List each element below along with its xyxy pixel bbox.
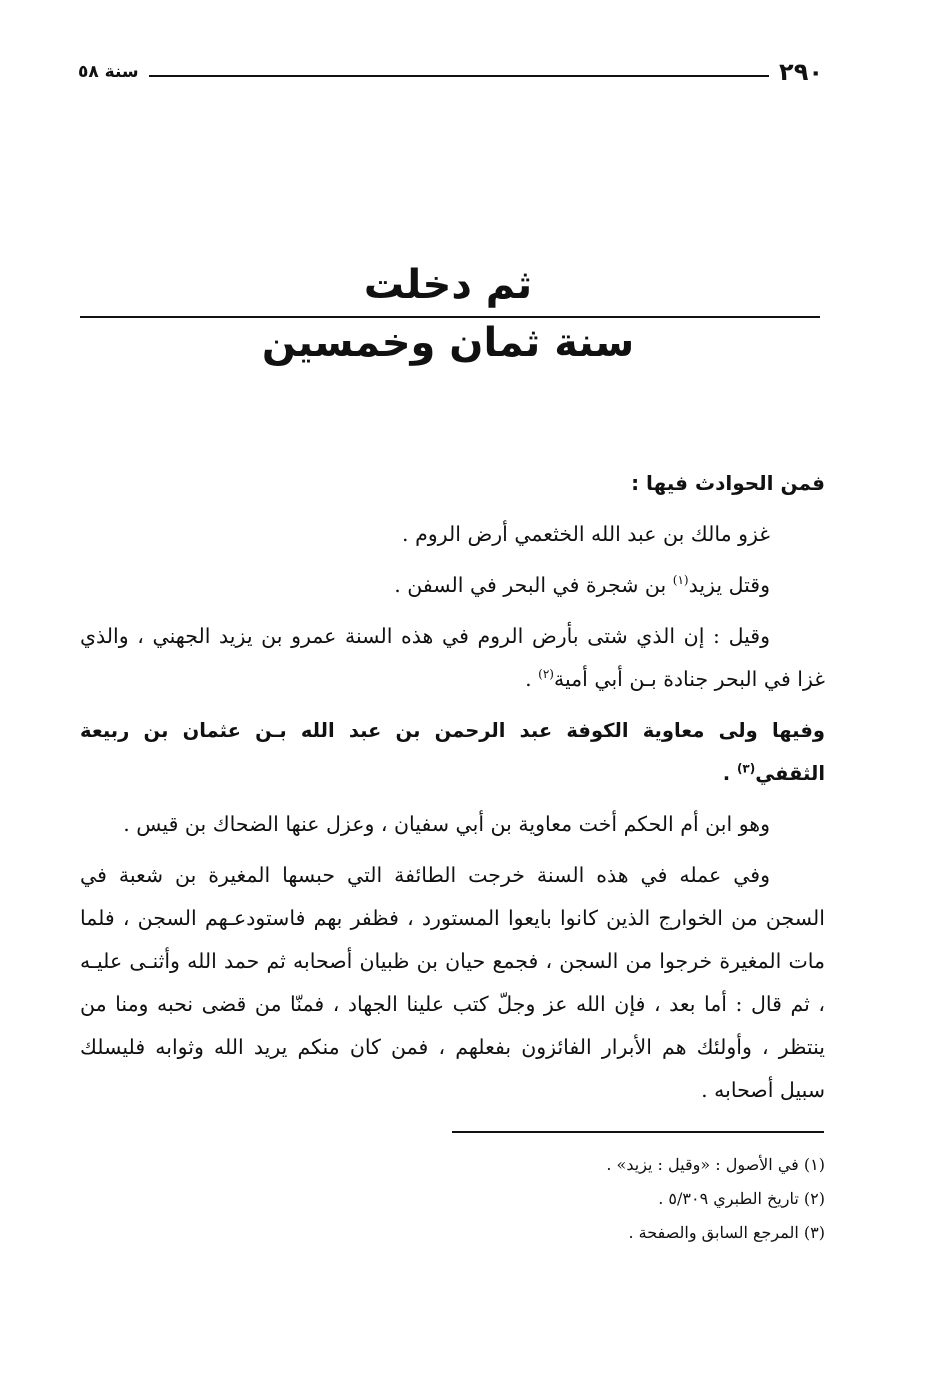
paragraph-2-text-b: بن شجرة في البحر في السفن . <box>394 573 673 597</box>
page-number: ٢٩٠ <box>779 58 823 86</box>
chapter-title-line1: ثم دخلت <box>363 262 533 308</box>
paragraph-6: وفي عمله في هذه السنة خرجت الطائفة التي حبسها المغيرة بن شعبة في السجن من الخوارج الذين كانوا بايعوا المستورد ، فظفر بهم فاستودعـهم السجن ، فلما مات المغيرة خرجوا من السجن ، فجمع حيان بن ظبيان أصحابه ثم حمد الله وأثنـى عليـه ، ثم قال : أما بعد ، فإن الله عز وجلّ كتب علينا الجهاد ، فمنّا من قضى نحبه ومنا من ينتظر ، وأولئك هم الأبرار الفائزون بفعلهم ، فمن كان منكم يريد الله وثوابه فليسلك سبيل أصحابه . <box>80 863 825 1102</box>
footnote-ref-2: (٢) <box>538 667 554 682</box>
header-rule <box>149 75 769 77</box>
footnotes <box>420 1148 825 1250</box>
footnote-ref-1: (١) <box>672 573 689 588</box>
body-text <box>80 462 825 1120</box>
paragraph-2-text-a: وقتل يزيد <box>688 573 770 597</box>
paragraph-3-text-a: وقيل : إن الذي شتى بأرض الروم في هذه السنة عمرو بن يزيد الجهني ، والذي غزا في البحر جنادة بـن أبي أمية <box>80 624 825 691</box>
paragraph-4-text-a: وفيها ولى معاوية الكوفة عبد الرحمن بن عبد الله بـن عثمان بن ربيعة الثقفي <box>80 719 825 785</box>
footnote-3: (٣) المرجع السابق والصفحة . <box>628 1223 825 1242</box>
section-lead: فمن الحوادث فيها : <box>631 471 825 495</box>
paragraph-3 <box>80 615 825 701</box>
paragraph-4 <box>80 709 825 795</box>
paragraph-3-text-b: . <box>525 667 539 691</box>
paragraph-1: غزو مالك بن عبد الله الخثعمي أرض الروم . <box>402 522 770 546</box>
running-header <box>78 52 823 92</box>
running-title: سنة ٥٨ <box>78 62 139 82</box>
chapter-title-line2: سنة ثمان وخمسين <box>261 320 635 366</box>
chapter-title-rule <box>80 316 820 318</box>
footnote-ref-3: (٣) <box>736 761 756 776</box>
footnote-2: (٢) تاريخ الطبري ٥/٣٠٩ . <box>658 1189 825 1208</box>
paragraph-4-text-b: . <box>722 762 737 785</box>
footnote-rule <box>452 1131 824 1133</box>
paragraph-2 <box>80 564 825 607</box>
paragraph-5: وهو ابن أم الحكم أخت معاوية بن أبي سفيان ، وعزل عنها الضحاك بن قيس . <box>123 812 770 836</box>
footnote-1: (١) في الأصول : «وقيل : يزيد» . <box>606 1155 825 1174</box>
